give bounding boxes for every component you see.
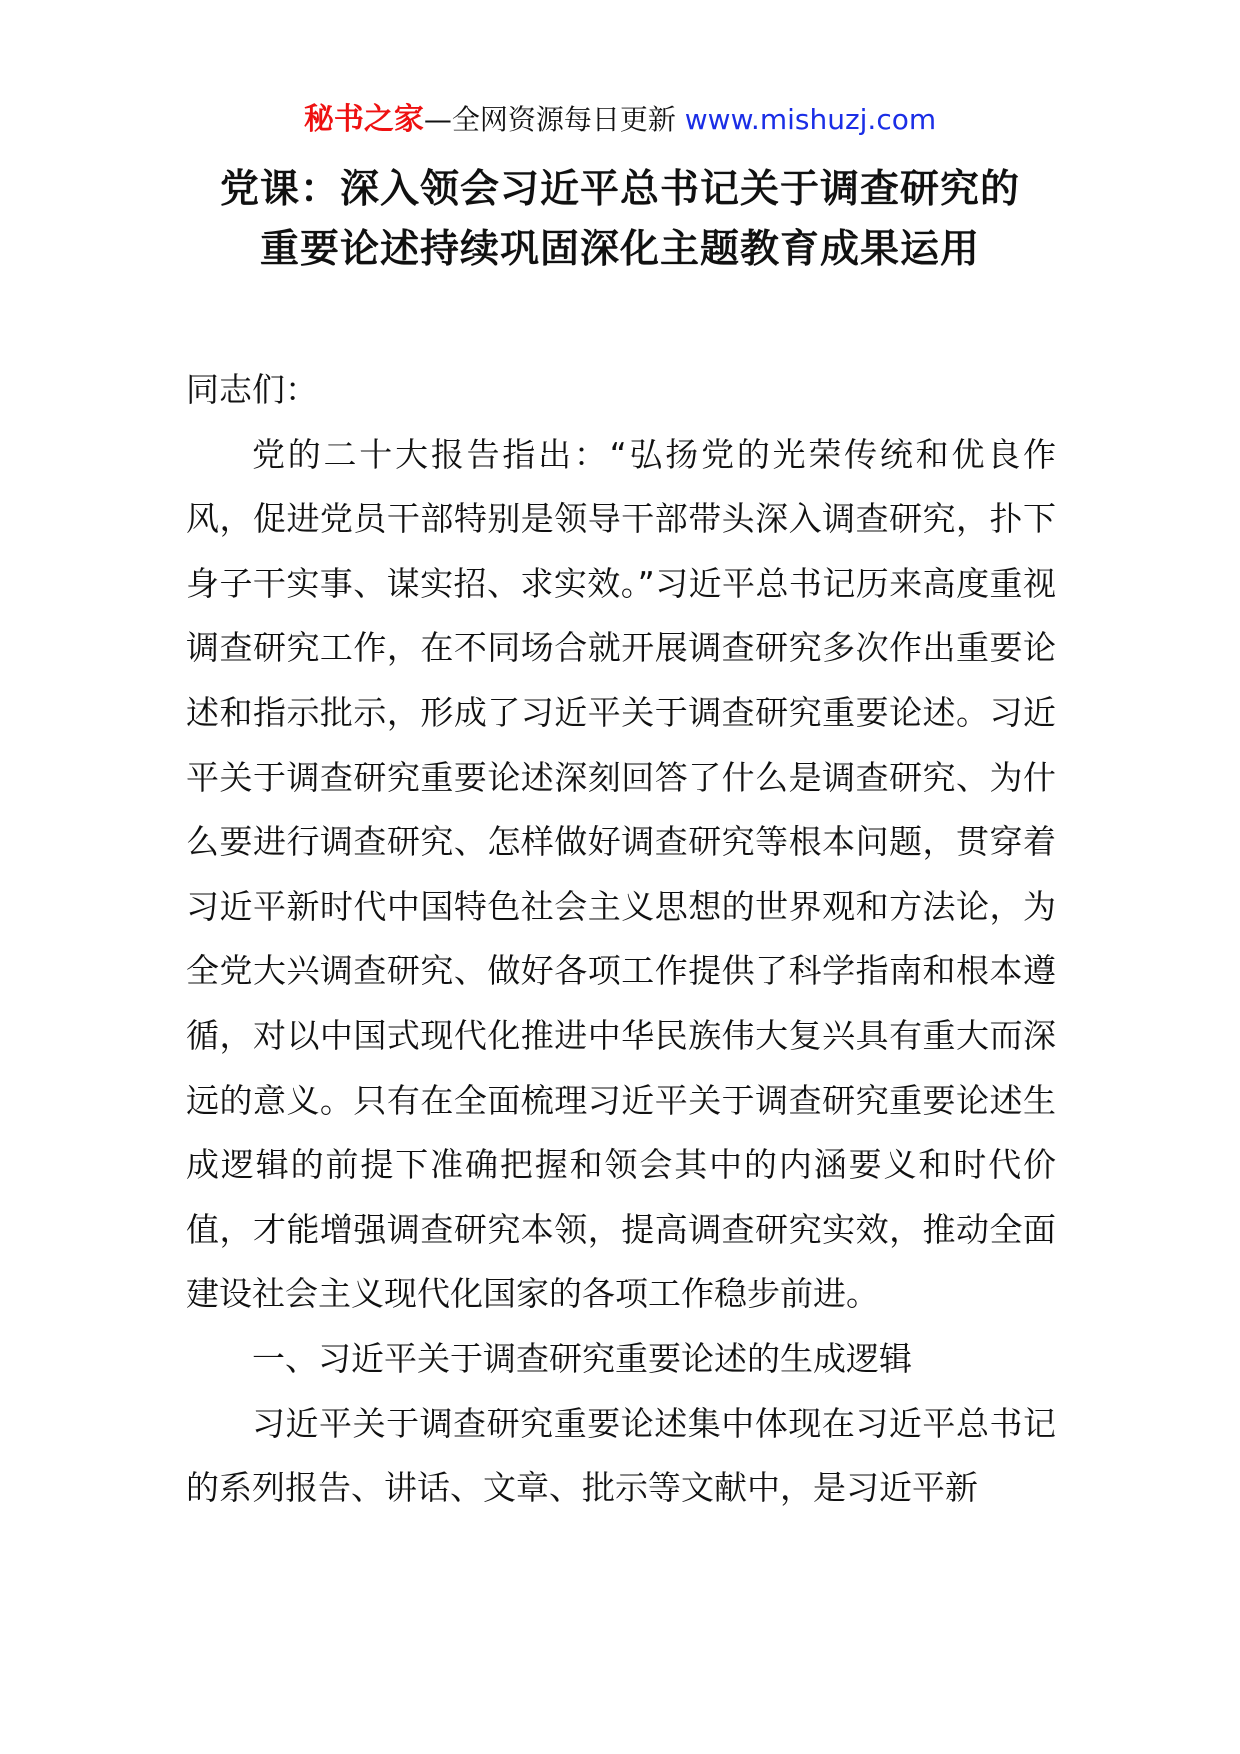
salutation: 同志们：: [186, 370, 318, 409]
document-title: [150, 160, 1090, 280]
banner-brand: 秘书之家: [303, 102, 424, 137]
site-banner: [0, 100, 1240, 140]
title-line-1: 党课：深入领会习近平总书记关于调查研究的: [219, 167, 1020, 212]
title-line-2: 重要论述持续巩固深化主题教育成果运用: [259, 227, 980, 272]
paragraph-1: 党的二十大报告指出：“弘扬党的光荣传统和优良作风，促进党员干部特别是领导干部带头深入调查研究，扑下身子干实事、谋实招、求实效。”习近平总书记历来高度重视调查研究工作，在不同场合就开展调查研究多次作出重要论述和指示批示，形成了习近平关于调查研究重要论述。习近平关于调查研究重要论述深刻回答了什么是调查研究、为什么要进行调查研究、怎样做好调查研究等根本问题，贯穿着习近平新时代中国特色社会主义思想的世界观和方法论，为全党大兴调查研究、做好各项工作提供了科学指南和根本遵循，对以中国式现代化推进中华民族伟大复兴具有重大而深远的意义。只有在全面梳理习近平关于调查研究重要论述生成逻辑的前提下准确把握和领会其中的内涵要义和时代价值，才能增强调查研究本领，提高调查研究实效，推动全面建设社会主义现代化国家的各项工作稳步前进。: [186, 434, 1056, 1314]
banner-url-link[interactable]: www.mishuzj.com: [684, 103, 937, 136]
banner-tagline: —全网资源每日更新: [423, 103, 685, 136]
paragraph-2: 习近平关于调查研究重要论述集中体现在习近平总书记的系列报告、讲话、文章、批示等文献中，是习近平新: [186, 1403, 1056, 1508]
section-1-heading: 一、习近平关于调查研究重要论述的生成逻辑: [252, 1338, 912, 1378]
document-body: [186, 358, 1056, 1521]
